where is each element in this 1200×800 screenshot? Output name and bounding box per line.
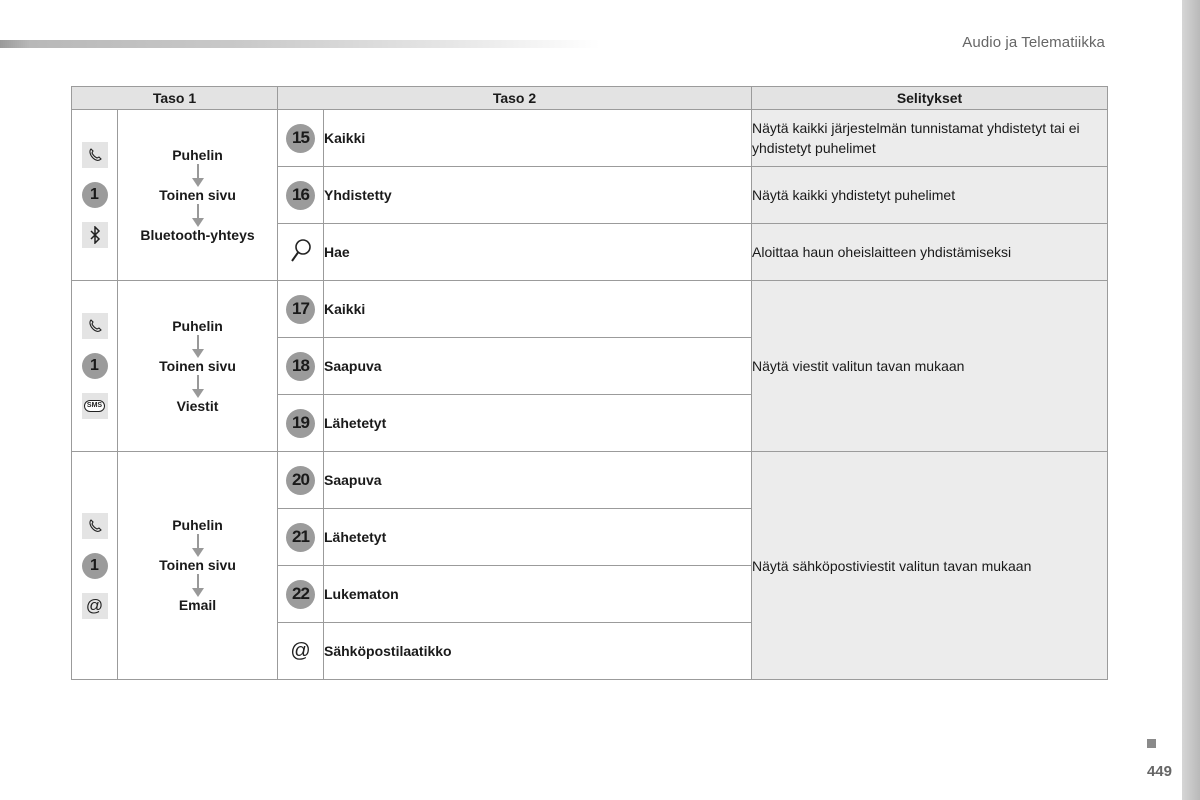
level2-key-cell bbox=[278, 566, 324, 623]
phone-icon bbox=[82, 313, 108, 339]
step-number-badge: 1 bbox=[82, 553, 108, 579]
level1-path-cell bbox=[118, 110, 278, 281]
step-number-badge: 1 bbox=[82, 353, 108, 379]
header-decorative-bar bbox=[0, 40, 600, 48]
path-step-messages: Viestit bbox=[176, 397, 219, 414]
description-cell: Näytä viestit valitun tavan mukaan bbox=[752, 281, 1108, 452]
phone-icon bbox=[82, 513, 108, 539]
path-step-second-page: Toinen sivu bbox=[159, 357, 236, 374]
number-badge: 22 bbox=[286, 580, 315, 609]
level2-label: Sähköpostilaatikko bbox=[324, 623, 752, 680]
menu-structure-table bbox=[71, 86, 1108, 680]
path-step-phone: Puhelin bbox=[172, 146, 223, 163]
level2-key-cell bbox=[278, 224, 324, 281]
path-step-second-page: Toinen sivu bbox=[159, 557, 236, 573]
phone-icon bbox=[82, 142, 108, 168]
description-cell: Näytä kaikki järjestelmän tunnistamat yhdistetyt tai ei yhdistetyt puhelimet bbox=[752, 110, 1108, 167]
number-badge: 18 bbox=[286, 352, 315, 381]
page-edge-strip bbox=[1182, 0, 1200, 800]
path-step-bluetooth: Bluetooth-yhteys bbox=[140, 226, 255, 243]
table-row bbox=[72, 281, 1108, 338]
level2-key-cell bbox=[278, 452, 324, 509]
path-step-phone: Puhelin bbox=[172, 517, 223, 533]
sms-label: SMS bbox=[84, 400, 105, 412]
sms-icon bbox=[82, 393, 108, 419]
level2-label: Lähetetyt bbox=[324, 509, 752, 566]
path-step-phone: Puhelin bbox=[172, 317, 223, 334]
level2-label: Kaikki bbox=[324, 110, 752, 167]
arrow-down-icon bbox=[192, 204, 204, 227]
level2-key-cell bbox=[278, 623, 324, 680]
step-number-badge: 1 bbox=[82, 182, 108, 208]
path-step-second-page: Toinen sivu bbox=[159, 186, 236, 203]
page-marker bbox=[1147, 739, 1156, 748]
number-badge: 20 bbox=[286, 466, 315, 495]
column-header-descriptions: Selitykset bbox=[752, 87, 1108, 110]
level1-path-cell bbox=[118, 452, 278, 680]
arrow-down-icon bbox=[192, 574, 204, 597]
number-badge: 19 bbox=[286, 409, 315, 438]
number-badge: 15 bbox=[286, 124, 315, 153]
level2-label: Lukematon bbox=[324, 566, 752, 623]
level2-label: Kaikki bbox=[324, 281, 752, 338]
level1-icons-cell bbox=[72, 110, 118, 281]
arrow-down-icon bbox=[192, 375, 204, 398]
description-cell: Aloittaa haun oheislaitteen yhdistämiseksi bbox=[752, 224, 1108, 281]
bluetooth-icon bbox=[82, 222, 108, 248]
level2-label: Saapuva bbox=[324, 452, 752, 509]
level2-key-cell bbox=[278, 338, 324, 395]
level1-icons-cell bbox=[72, 452, 118, 680]
level2-key-cell bbox=[278, 167, 324, 224]
level2-label: Saapuva bbox=[324, 338, 752, 395]
level2-key-cell bbox=[278, 509, 324, 566]
path-step-email: Email bbox=[178, 597, 217, 613]
search-icon bbox=[290, 251, 312, 267]
table-row bbox=[72, 110, 1108, 167]
number-badge: 16 bbox=[286, 181, 315, 210]
level2-label: Yhdistetty bbox=[324, 167, 752, 224]
number-badge: 17 bbox=[286, 295, 315, 324]
section-title: Audio ja Telematiikka bbox=[962, 34, 1105, 51]
column-header-level1: Taso 1 bbox=[72, 87, 278, 110]
level2-label: Lähetetyt bbox=[324, 395, 752, 452]
column-header-level2: Taso 2 bbox=[278, 87, 752, 110]
description-cell: Näytä kaikki yhdistetyt puhelimet bbox=[752, 167, 1108, 224]
arrow-down-icon bbox=[192, 335, 204, 358]
arrow-down-icon bbox=[192, 534, 204, 557]
table-row bbox=[72, 452, 1108, 509]
level2-key-cell bbox=[278, 281, 324, 338]
level2-key-cell bbox=[278, 395, 324, 452]
page-number: 449 bbox=[1146, 763, 1172, 780]
number-badge: 21 bbox=[286, 523, 315, 552]
level1-path-cell bbox=[118, 281, 278, 452]
level1-icons-cell bbox=[72, 281, 118, 452]
table-header-row bbox=[72, 87, 1108, 110]
description-cell: Näytä sähköpostiviestit valitun tavan mukaan bbox=[752, 452, 1108, 680]
level2-key-cell bbox=[278, 110, 324, 167]
at-icon: @ bbox=[290, 639, 311, 662]
level2-label: Hae bbox=[324, 224, 752, 281]
arrow-down-icon bbox=[192, 164, 204, 187]
at-icon: @ bbox=[82, 593, 108, 619]
